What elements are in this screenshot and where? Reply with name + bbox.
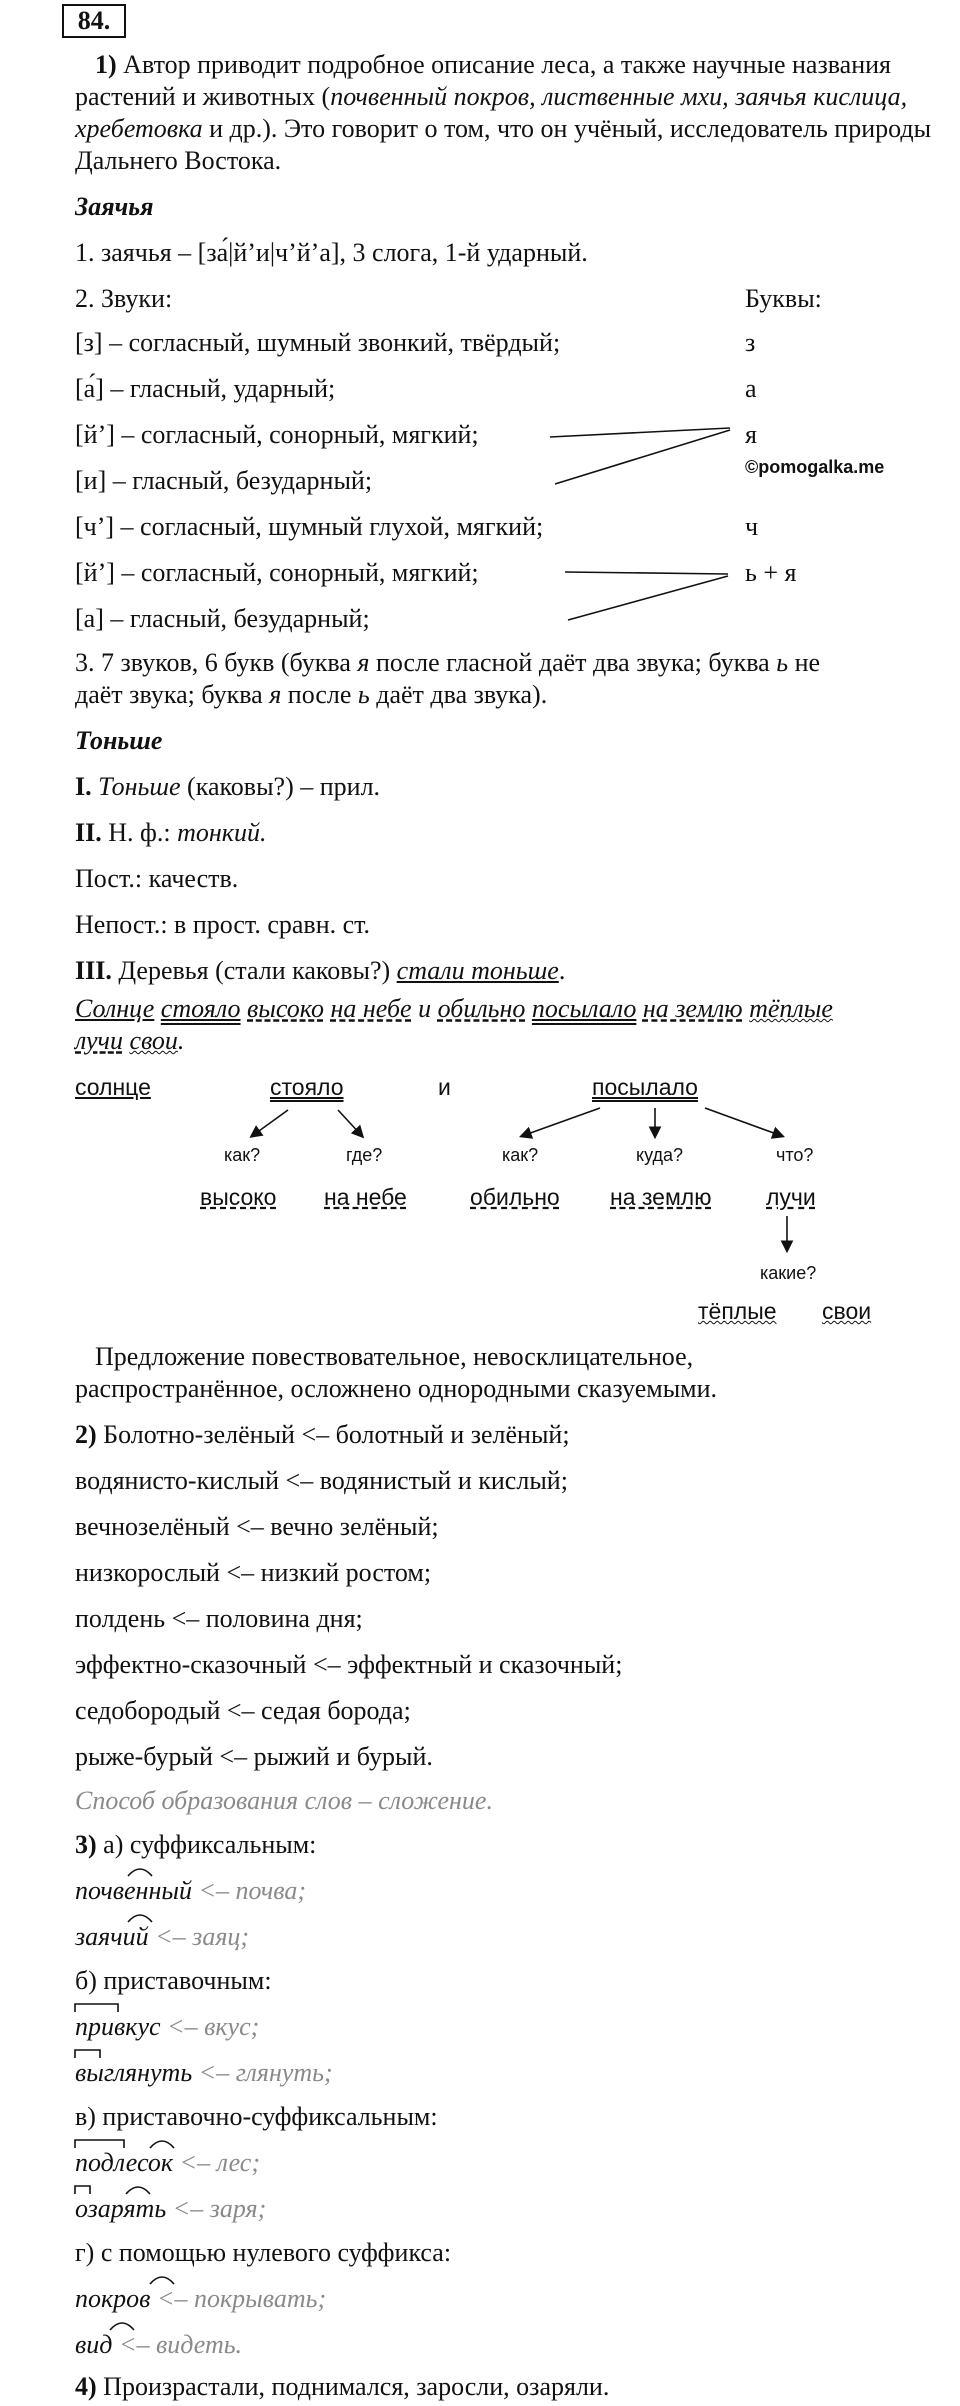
part3-b1: привкус <– вкус; <box>75 2012 260 2041</box>
phonetic-transcription: 1. заячья – [за́|й’и|ч’й’а], 3 слога, 1-й ударный. <box>75 238 588 267</box>
part3-d1: покров <– покрывать; <box>75 2284 327 2313</box>
part3-a2: заячий <– заяц; <box>75 1922 250 1951</box>
suffix-mark <box>126 2187 150 2194</box>
part2-item: водянисто-кислый <– водянистый и кислый; <box>75 1466 568 1495</box>
part3-c1: подлесок <– лес; <box>75 2148 260 2177</box>
part3-a1: почвенный <– почва; <box>75 1876 307 1905</box>
suffix-mark <box>128 1915 152 1922</box>
diagram-subject: солнце <box>75 1074 151 1100</box>
question-label: какие? <box>760 1263 817 1283</box>
question-label: что? <box>776 1145 814 1165</box>
part2-item: вечнозелёный <– вечно зелёный; <box>75 1512 439 1541</box>
part4-line: 4) Произрастали, поднимался, заросли, озаряли. <box>75 2372 610 2401</box>
suffix-mark <box>150 2277 174 2284</box>
letter-cell: з <box>745 328 756 357</box>
part1-line2: растений и животных (почвенный покров, лиственные мхи, заячья кислица, <box>75 82 908 111</box>
letter-cell: я <box>745 420 757 449</box>
sound-row: [ч’] – согласный, шумный глухой, мягкий; <box>75 512 544 541</box>
part3-c2: озарять <– заря; <box>75 2194 267 2223</box>
diagram-word: свои <box>822 1298 872 1324</box>
morph-line5: III. Деревья (стали каковы?) стали тоньше. <box>75 956 566 985</box>
link-line <box>565 572 728 574</box>
sound-row: [а] – гласный, безударный; <box>75 604 370 633</box>
sound-row: [а́] – гласный, ударный; <box>75 374 336 403</box>
diagram-predicate-2: посылало <box>592 1074 698 1100</box>
sounds-heading: 2. Звуки: <box>75 284 173 313</box>
prefix-mark <box>75 2140 124 2148</box>
diagram-word: обильно <box>470 1184 560 1210</box>
part3-d2: вид <– видеть. <box>75 2330 243 2359</box>
prefix-mark <box>75 2186 90 2194</box>
diagram-word: высоко <box>200 1184 277 1210</box>
part2-item: полдень <– половина дня; <box>75 1604 363 1633</box>
part2-note: Способ образования слов – сложение. <box>75 1786 493 1815</box>
suffix-mark <box>150 2141 174 2148</box>
phonetic-title: Заячья <box>75 192 154 221</box>
part2-item: седобородый <– седая борода; <box>75 1696 411 1725</box>
part3-c-heading: в) приставочно-суффиксальным: <box>75 2102 438 2131</box>
sound-row: [и] – гласный, безударный; <box>75 466 373 495</box>
diagram-word: лучи <box>766 1184 816 1210</box>
sound-row: [й’] – согласный, сонорный, мягкий; <box>75 420 479 449</box>
diagram-predicate-1: стояло <box>270 1074 344 1100</box>
diagram-word: на землю <box>610 1184 712 1210</box>
watermark: ©pomogalka.me <box>745 457 885 477</box>
prefix-mark <box>75 2004 118 2012</box>
prefix-mark <box>75 2050 100 2058</box>
morph-line3: Пост.: качеств. <box>75 864 239 893</box>
diagram-word: тёплые <box>698 1298 777 1324</box>
sound-row: [й’] – согласный, сонорный, мягкий; <box>75 558 479 587</box>
sentence-line2: лучи свои. <box>75 1026 185 1055</box>
phonetic-summary-line1: 3. 7 звуков, 6 букв (буква я после гласной даёт два звука; буква ь не <box>75 648 821 677</box>
diagram-word: на небе <box>324 1184 407 1210</box>
diagram-arrow <box>705 1108 782 1136</box>
part3-a-heading: 3) а) суффиксальным: <box>75 1830 317 1859</box>
morph-line2: II. Н. ф.: тонкий. <box>75 818 267 847</box>
morph-title: Тоньше <box>75 726 163 755</box>
question-label: куда? <box>636 1145 684 1165</box>
suffix-mark <box>110 2323 134 2330</box>
question-label: как? <box>224 1145 261 1165</box>
part3-b-heading: б) приставочным: <box>75 1966 272 1995</box>
diagram-arrow <box>522 1108 600 1136</box>
part1-line3: хребетовка и др.). Это говорит о том, что он учёный, исследователь природы <box>75 114 932 143</box>
sentence-characteristic-2: распространённое, осложнено однородными сказуемыми. <box>75 1374 718 1403</box>
part1-line4: Дальнего Востока. <box>75 146 282 175</box>
phonetic-summary-line2: даёт звука; буква я после ь даёт два звука). <box>75 680 548 709</box>
part2-item: низкорослый <– низкий ростом; <box>75 1558 432 1587</box>
part2-item: рыже-бурый <– рыжий и бурый. <box>75 1742 433 1771</box>
link-line <box>555 430 730 484</box>
letter-cell: ь + я <box>745 558 797 587</box>
letter-cell: ч <box>745 512 759 541</box>
part2-item: 2) Болотно-зелёный <– болотный и зелёный; <box>75 1420 570 1449</box>
diagram-conjunction: и <box>438 1074 451 1100</box>
morph-line4: Непост.: в прост. сравн. ст. <box>75 910 371 939</box>
diagram-arrow <box>338 1110 362 1136</box>
sentence-characteristic-1: Предложение повествовательное, невосклицательное, <box>95 1342 694 1371</box>
diagram-arrow <box>252 1110 288 1136</box>
part3-d-heading: г) с помощью нулевого суффикса: <box>75 2238 452 2267</box>
part2-item: эффектно-сказочный <– эффектный и сказочный; <box>75 1650 623 1679</box>
part3-b2: выглянуть <– глянуть; <box>75 2058 333 2087</box>
sentence-line1: Солнце стояло высоко на небе и обильно посылало на землю тёплые <box>75 994 833 1023</box>
exercise-number: 84. <box>77 6 111 35</box>
question-label: как? <box>502 1145 539 1165</box>
letters-heading: Буквы: <box>745 284 822 313</box>
link-line <box>550 428 730 437</box>
sound-row: [з] – согласный, шумный звонкий, твёрдый; <box>75 328 561 357</box>
letter-cell: а <box>745 374 757 403</box>
link-line <box>568 576 728 620</box>
suffix-mark <box>128 1869 152 1876</box>
question-label: где? <box>346 1145 383 1165</box>
part1-line1: 1) Автор приводит подробное описание леса, а также научные названия <box>95 50 891 79</box>
morph-line1: I. Тоньше (каковы?) – прил. <box>75 772 381 801</box>
